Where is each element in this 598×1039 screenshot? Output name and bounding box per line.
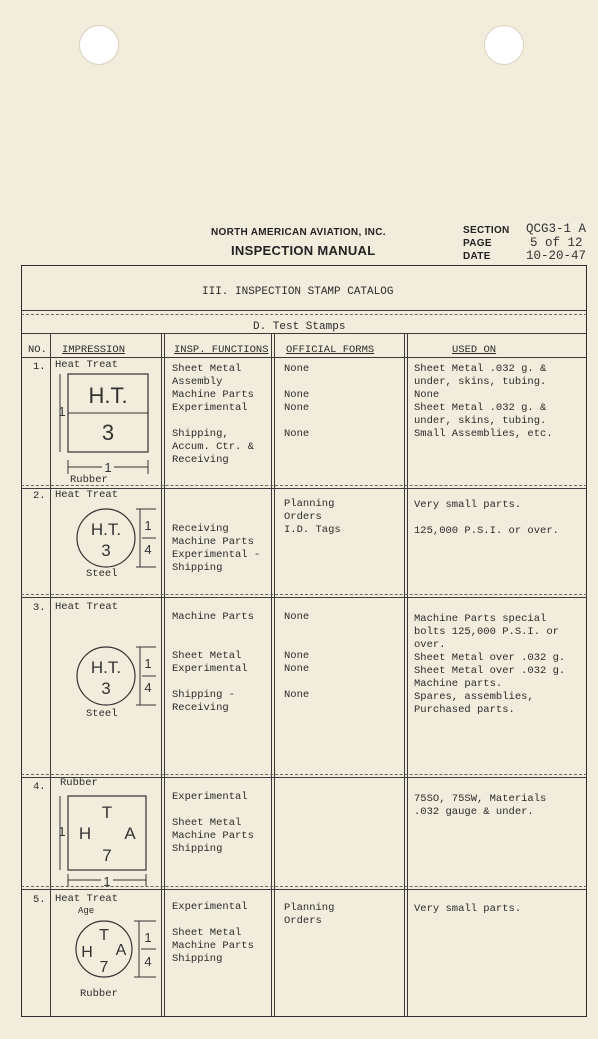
row-4-dim-v-label: 1 — [58, 824, 66, 839]
row-5-impression-subtitle: Age — [78, 906, 95, 916]
row-2-impression-material: Steel — [86, 568, 118, 580]
row-3-dim-top: 1 — [144, 656, 152, 671]
row-divider-3b — [21, 777, 587, 778]
row-3-dim-bottom: 4 — [144, 680, 152, 695]
row-4-stamp-7: 7 — [102, 846, 112, 865]
row-2-functions: Receiving Machine Parts Experimental - Shipping — [172, 523, 261, 574]
row-5-stamp-image — [52, 916, 160, 988]
row-4-functions: Experimental Sheet Metal Machine Parts Shipping — [172, 791, 254, 855]
row-2-dim-top: 1 — [144, 518, 152, 533]
row-5-forms: Planning Orders — [284, 902, 335, 927]
row-2-stamp-line1: H.T. — [90, 520, 122, 539]
title-divider — [21, 310, 587, 311]
col-header-no: NO. — [28, 344, 47, 356]
col-divider-1 — [50, 333, 51, 1017]
row-5-dim-top: 1 — [144, 930, 152, 945]
row-5-stamp-t: T — [99, 927, 109, 944]
row-3-impression-title: Heat Treat — [55, 601, 119, 613]
row-3-forms: None None None None — [284, 611, 310, 701]
page-value: 5 of 12 — [530, 236, 583, 250]
row-1-dim-h-label: 1 — [104, 460, 112, 475]
row-5-dim-bottom: 4 — [144, 954, 152, 969]
row-2-number: 2. — [33, 490, 46, 502]
row-4-stamp-a: A — [124, 824, 136, 843]
row-5-used-on: Very small parts. — [414, 903, 522, 915]
row-2-impression-title: Heat Treat — [55, 489, 119, 501]
page-label: PAGE — [463, 238, 492, 249]
row-3-functions: Machine Parts Sheet Metal Experimental Shipping - Receiving — [172, 611, 254, 714]
date-value: 10-20-47 — [526, 249, 587, 263]
subsection-title: D. Test Stamps — [253, 321, 346, 333]
section-label: SECTION — [463, 225, 510, 236]
row-5-functions: Experimental Sheet Metal Machine Parts Shipping — [172, 901, 254, 965]
col-header-impression: IMPRESSION — [62, 344, 126, 356]
row-divider-2 — [21, 594, 587, 595]
col-divider-4 — [404, 333, 405, 1017]
row-4-stamp-image — [52, 792, 160, 888]
company-name: NORTH AMERICAN AVIATION, INC. — [211, 227, 386, 238]
row-3-impression-material: Steel — [86, 708, 118, 720]
col-divider-3 — [271, 333, 272, 1017]
row-1-stamp-line2: 3 — [101, 420, 115, 445]
row-1-dim-v-label: 1 — [58, 404, 66, 419]
row-2-used-on: Very small parts. 125,000 P.S.I. or over. — [414, 499, 559, 537]
row-5-stamp-7: 7 — [99, 959, 109, 976]
row-1-stamp-line1: H.T. — [88, 383, 128, 408]
col-header-functions: INSP. FUNCTIONS — [174, 344, 269, 356]
row-3-used-on: Machine Parts special bolts 125,000 P.S.I. or over. Sheet Metal over .032 g. Sheet Metal over .032 g. Machine parts. Spares, assemblies, Purchased parts. — [414, 613, 566, 716]
title-divider-2 — [21, 314, 587, 315]
row-divider-4b — [21, 889, 587, 890]
date-label: DATE — [463, 251, 491, 262]
row-4-impression-material: Rubber — [60, 777, 98, 789]
col-divider-2b — [164, 333, 165, 1017]
row-5-impression-material: Rubber — [80, 988, 118, 1000]
row-4-stamp-h: H — [78, 824, 92, 843]
row-3-stamp-line1: H.T. — [90, 658, 122, 677]
header-divider — [21, 357, 587, 358]
row-4-stamp-t: T — [101, 803, 113, 822]
manual-title: INSPECTION MANUAL — [231, 243, 376, 258]
row-4-number: 4. — [33, 781, 46, 793]
row-1-used-on: Sheet Metal .032 g. & under, skins, tubing. None Sheet Metal .032 g. & under, skins, tubing. Small Assemblies, etc. — [414, 363, 553, 440]
row-1-stamp-image — [52, 370, 160, 490]
row-2-forms: Planning Orders I.D. Tags — [284, 498, 341, 536]
row-1-impression-title: Heat Treat — [55, 359, 119, 371]
row-1-functions: Sheet Metal Assembly Machine Parts Experimental Shipping, Accum. Ctr. & Receiving — [172, 363, 254, 466]
row-4-dim-h-label: 1 — [103, 874, 111, 888]
row-4-used-on: 75SO, 75SW, Materials .032 gauge & under. — [414, 793, 547, 818]
col-divider-4b — [407, 333, 408, 1017]
row-divider-2b — [21, 597, 587, 598]
row-5-impression-title: Heat Treat — [55, 893, 119, 905]
punch-hole-left — [79, 25, 119, 65]
catalog-title: III. INSPECTION STAMP CATALOG — [202, 286, 394, 298]
row-3-number: 3. — [33, 602, 46, 614]
row-1-forms: None None None None — [284, 363, 310, 440]
col-header-forms: OFFICIAL FORMS — [286, 344, 375, 356]
punch-hole-right — [484, 25, 524, 65]
row-2-dim-bottom: 4 — [144, 542, 152, 557]
row-2-stamp-line2: 3 — [101, 541, 111, 560]
col-header-used-on: USED ON — [452, 344, 497, 356]
col-divider-2 — [161, 333, 162, 1017]
row-5-stamp-a: A — [115, 942, 127, 959]
col-divider-3b — [274, 333, 275, 1017]
row-5-number: 5. — [33, 894, 46, 906]
row-1-impression-material: Rubber — [70, 474, 108, 486]
row-1-number: 1. — [33, 361, 46, 373]
row-3-stamp-line2: 3 — [101, 679, 111, 698]
row-divider-3 — [21, 774, 587, 775]
section-value: QCG3-1 A — [526, 222, 587, 236]
row-5-stamp-h: H — [81, 944, 93, 961]
subsection-divider — [21, 333, 587, 334]
